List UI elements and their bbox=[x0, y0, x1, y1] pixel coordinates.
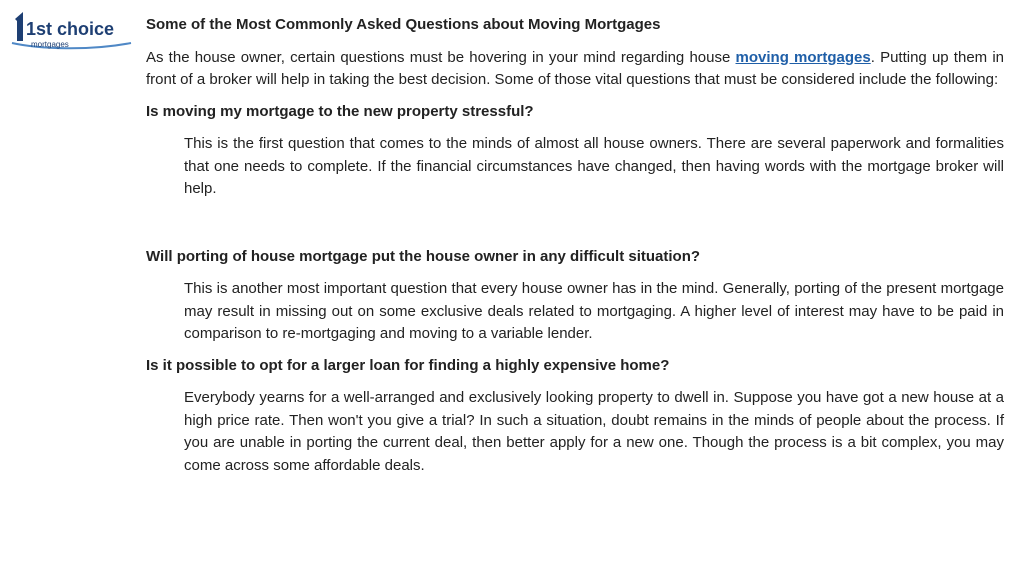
question-heading: Will porting of house mortgage put the house owner in any difficult situation? bbox=[146, 247, 701, 265]
answer-paragraph: This is the first question that comes to the minds of almost all house owners. There are several paperwork and formalities that one needs to complete. If the financial circumstances have changed, then having words with the mortgage broker will help. bbox=[184, 135, 1004, 197]
question-heading: Is it possible to opt for a larger loan for finding a highly expensive home? bbox=[146, 356, 670, 374]
document-title: Some of the Most Commonly Asked Questions about Moving Mortgages bbox=[146, 16, 661, 33]
moving-mortgages-link[interactable]: moving mortgages bbox=[735, 48, 871, 66]
document-body bbox=[146, 14, 1004, 486]
intro-text-before: As the house owner, certain questions must be hovering in your mind regarding house bbox=[146, 48, 736, 66]
answer-paragraph: Everybody yearns for a well-arranged and exclusively looking property to dwell in. Suppose you have got a new house at a high price rate. Then won't you give a trial? In such a situation, doubt remains in the minds of people about the process. If you are unable in porting the current deal, then better apply for a new one. Though the process is a bit complex, you may come across some affordable deals. bbox=[184, 389, 1004, 474]
company-logo bbox=[9, 7, 133, 51]
intro-text-after: . Putting up them in front of a broker will help in taking the best decision. Some of those vital questions that must be considered include the following: bbox=[146, 48, 1005, 88]
intro-paragraph bbox=[146, 47, 1004, 92]
question-heading: Is moving my mortgage to the new property stressful? bbox=[146, 102, 534, 120]
answer-paragraph: This is another most important question that every house owner has in the mind. Generally, porting of the present mortgage may result in missing out on some exclusive deals related to mortgaging. A higher level of interest may have to be paid in comparison to re-mortgaging and moving to a variable lender. bbox=[184, 280, 1004, 342]
logo-brand-text: 1st choice bbox=[26, 19, 115, 39]
logo-sub-text: mortgages bbox=[31, 40, 69, 49]
